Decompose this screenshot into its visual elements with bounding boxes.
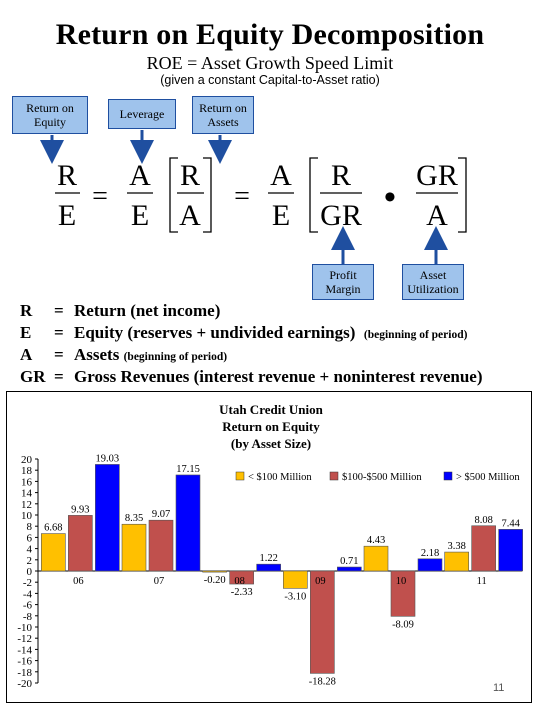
x-tick-label: 09 [315, 576, 326, 587]
data-label: 8.08 [474, 514, 493, 526]
formula-e3: E [271, 199, 291, 232]
formula-a3: A [270, 159, 292, 192]
formula-e1: E [57, 199, 77, 232]
bar [95, 464, 119, 571]
chart-title-line: (by Asset Size) [230, 436, 312, 451]
bar [472, 526, 496, 571]
y-tick-label: 4 [26, 543, 32, 556]
legend-swatch [444, 472, 452, 480]
formula-r3: R [330, 159, 352, 192]
formula-gr2: GR [416, 159, 458, 192]
formula-a2: A [179, 199, 201, 232]
roe-bar-chart [6, 391, 532, 703]
y-tick-label: 18 [21, 465, 32, 478]
data-label: 17.15 [176, 463, 200, 475]
y-tick-label: 0 [26, 566, 32, 578]
roe-formula [0, 130, 540, 270]
legend-label: $100-$500 Million [342, 472, 422, 483]
y-tick-label: -20 [17, 678, 32, 690]
formula-eq1: = [92, 181, 108, 212]
bar [283, 571, 307, 588]
formula-eq2: = [234, 181, 250, 212]
data-label: 8.35 [124, 513, 144, 525]
bar [176, 475, 200, 571]
data-label: 9.93 [71, 504, 90, 516]
formula-r1: R [56, 159, 78, 192]
y-tick-label: -6 [22, 599, 32, 612]
bar [418, 559, 442, 571]
legend-label: > $500 Million [456, 472, 520, 483]
page-subtitle: ROE = Asset Growth Speed Limit [146, 53, 394, 73]
x-tick-label: 07 [153, 576, 165, 587]
profit-margin-box: Profit Margin [312, 264, 374, 300]
formula-dot: • [384, 179, 396, 216]
definition-e: E = Equity (reserves + undivided earnings) (beginning of period) [20, 323, 468, 342]
y-tick-label: -8 [22, 610, 32, 623]
y-tick-label: 6 [26, 532, 32, 545]
formula-a1: A [129, 159, 151, 192]
data-label: -18.28 [308, 676, 336, 688]
formula-r2: R [179, 159, 201, 192]
legend-label: < $100 Million [248, 472, 312, 483]
data-label: 4.43 [366, 535, 386, 547]
y-tick-label: 12 [21, 498, 32, 511]
data-label: 7.44 [501, 518, 520, 530]
y-tick-label: -4 [22, 588, 32, 601]
data-label: 2.18 [420, 547, 440, 559]
data-label: -2.33 [230, 587, 253, 599]
x-tick-label: 06 [73, 576, 84, 587]
y-tick-label: -10 [17, 622, 32, 634]
y-tick-label: 16 [21, 476, 32, 489]
y-tick-label: 14 [21, 487, 32, 500]
definition-r: R = Return (net income) [20, 301, 221, 320]
legend-swatch [236, 472, 244, 480]
data-label: 19.03 [95, 453, 120, 465]
bar [149, 520, 173, 571]
data-label: 3.38 [447, 541, 466, 553]
definition-a: A = Assets (beginning of period) [20, 345, 228, 364]
data-label: 6.68 [44, 522, 63, 534]
roa-box: Return on Assets [192, 96, 254, 134]
page-title: Return on Equity Decomposition [55, 18, 485, 51]
data-label: 0.71 [340, 556, 359, 568]
bar [203, 571, 227, 572]
bar [122, 524, 146, 571]
x-tick-label: 08 [234, 576, 245, 587]
bar [337, 567, 361, 571]
bar [445, 552, 469, 571]
capital-ratio-note: (given a constant Capital-to-Asset ratio) [160, 73, 380, 87]
chart-title-line: Utah Credit Union [219, 402, 323, 417]
y-tick-label: 2 [26, 554, 32, 567]
y-tick-label: -18 [17, 666, 32, 679]
roe-box: Return on Equity [12, 96, 88, 134]
data-label: -8.09 [392, 619, 414, 631]
y-tick-label: 10 [21, 510, 32, 522]
y-tick-label: 20 [21, 454, 32, 466]
definition-gr: GR = Gross Revenues (interest revenue + noninterest revenue) [20, 367, 483, 386]
y-tick-label: -14 [17, 644, 32, 657]
leverage-box: Leverage [108, 99, 176, 129]
page-number: 11 [493, 682, 505, 694]
chart-legend [236, 472, 520, 483]
x-tick-label: 10 [395, 576, 407, 587]
y-tick-label: -12 [17, 633, 32, 646]
data-label: -0.20 [203, 575, 226, 587]
data-label: 1.22 [259, 553, 278, 565]
formula-e2: E [130, 199, 150, 232]
y-tick-label: 8 [26, 521, 32, 534]
bar [364, 546, 388, 571]
legend-swatch [330, 472, 338, 480]
chart-title-line: Return on Equity [222, 419, 320, 434]
asset-utilization-box: Asset Utilization [402, 264, 464, 300]
chart-title [219, 402, 324, 451]
data-label: -3.10 [284, 591, 307, 603]
y-tick-label: -16 [17, 655, 32, 668]
data-label: 9.07 [151, 509, 171, 521]
formula-gr1: GR [320, 199, 362, 232]
bar [41, 534, 65, 571]
bar [257, 564, 281, 571]
y-tick-label: -2 [22, 577, 32, 590]
bar [68, 515, 92, 571]
x-tick-label: 11 [476, 576, 487, 587]
bar [499, 529, 523, 571]
formula-a4: A [426, 199, 448, 232]
